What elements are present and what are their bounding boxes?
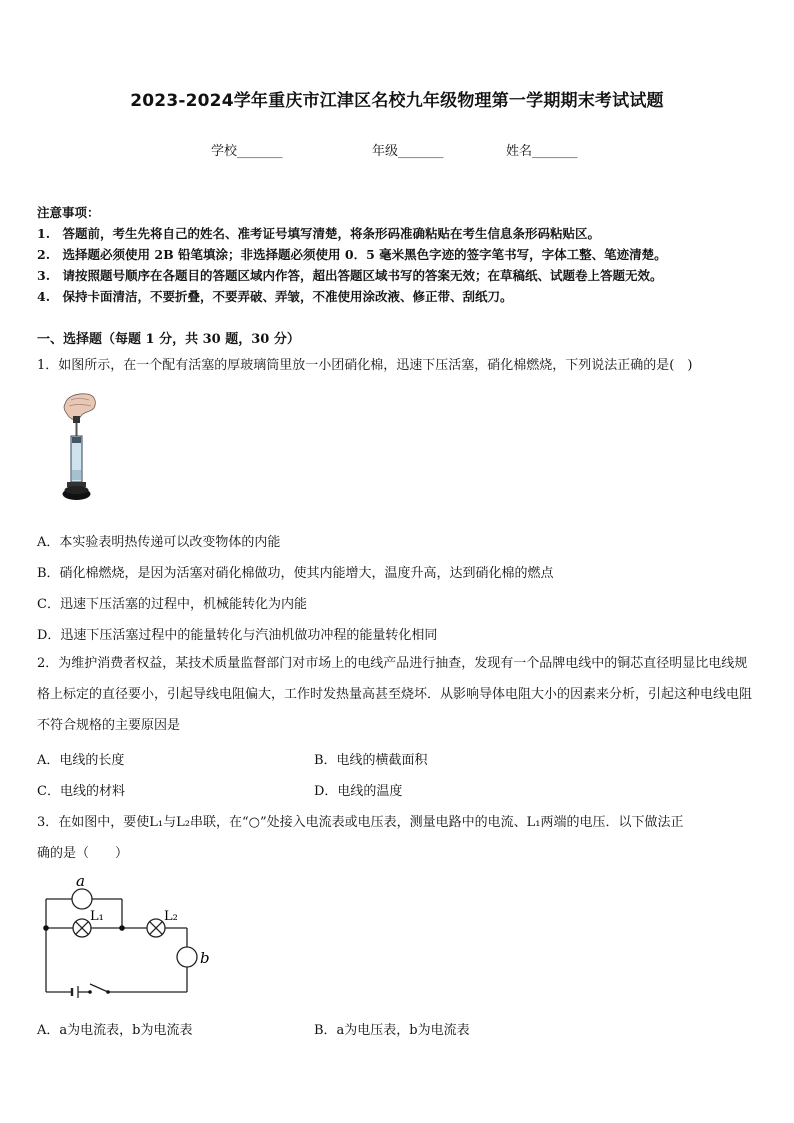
- meter-a-label: a: [76, 872, 85, 890]
- q2-option-a: A．电线的长度: [37, 753, 125, 768]
- q3-option-b: B．a为电压表，b为电流表: [314, 1023, 470, 1038]
- lamp-l2-label: L₂: [164, 909, 178, 924]
- note-item-4: 4. 保持卡面清洁，不要折叠，不要弄破、弄皱，不准使用涂改液、修正带、刮纸刀。: [37, 289, 513, 304]
- q1-option-b: B．硝化棉燃烧，是因为活塞对硝化棉做功，使其内能增大，温度升高，达到硝化棉的燃点: [37, 566, 554, 581]
- meter-b-label: b: [200, 949, 210, 967]
- q2-stem: 2．为维护消费者权益，某技术质量监督部门对市场上的电线产品进行抽查，发现有一个品牌电线中的铜芯直径明显比电线规格上标定的直径要小，引起导线电阻偏大，工作时发热量高甚至烧坏．从影响导体电阻大小的因素来分析，引起这种电线电阻不符合规格的主要原因是: [37, 656, 753, 733]
- q3-option-a: A．a为电流表，b为电流表: [37, 1023, 193, 1038]
- q2-option-c: C．电线的材料: [37, 784, 125, 799]
- q1-option-c: C．迅速下压活塞的过程中，机械能转化为内能: [37, 597, 307, 612]
- q1-stem: 1．如图所示，在一个配有活塞的厚玻璃筒里放一小团硝化棉，迅速下压活塞，硝化棉燃烧，下列说法正确的是( ): [37, 358, 693, 373]
- q3-stem-line1: 3．在如图中，要使L₁与L₂串联，在“○”处接入电流表或电压表，测量电路中的电流、L₁两端的电压．以下做法正: [37, 815, 684, 830]
- page-title: 2023-2024学年重庆市江津区名校九年级物理第一学期期末考试试题: [130, 91, 664, 111]
- name-field[interactable]: 姓名_______: [506, 144, 578, 159]
- note-item-3: 3. 请按照题号顺序在各题目的答题区域内作答，超出答题区域书写的答案无效；在草稿纸、试题卷上答题无效。: [37, 268, 663, 283]
- q2-option-d: D．电线的温度: [314, 784, 403, 799]
- lamp-l1-label: L₁: [90, 909, 104, 924]
- circuit-diagram: [36, 868, 226, 1002]
- q3-stem-line2: 确的是（ ）: [37, 846, 129, 861]
- q1-option-a: A．本实验表明热传递可以改变物体的内能: [37, 535, 281, 550]
- school-field[interactable]: 学校_______: [211, 144, 283, 159]
- grade-field[interactable]: 年级_______: [372, 144, 444, 159]
- q1-option-d: D．迅速下压活塞过程中的能量转化与汽油机做功冲程的能量转化相同: [37, 628, 438, 643]
- q2-option-b: B．电线的横截面积: [314, 753, 428, 768]
- note-item-2: 2. 选择题必须使用 2B 铅笔填涂；非选择题必须使用 0．5 毫米黑色字迹的签字笔书写，字体工整、笔迹清楚。: [37, 247, 667, 262]
- notes-heading: 注意事项：: [37, 205, 100, 220]
- section-heading: 一、选择题（每题 1 分，共 30 题，30 分）: [37, 332, 300, 347]
- piston-apparatus-figure: [55, 390, 115, 512]
- note-item-1: 1. 答题前，考生先将自己的姓名、准考证号填写清楚，将条形码准确粘贴在考生信息条形码粘贴区。: [37, 226, 601, 241]
